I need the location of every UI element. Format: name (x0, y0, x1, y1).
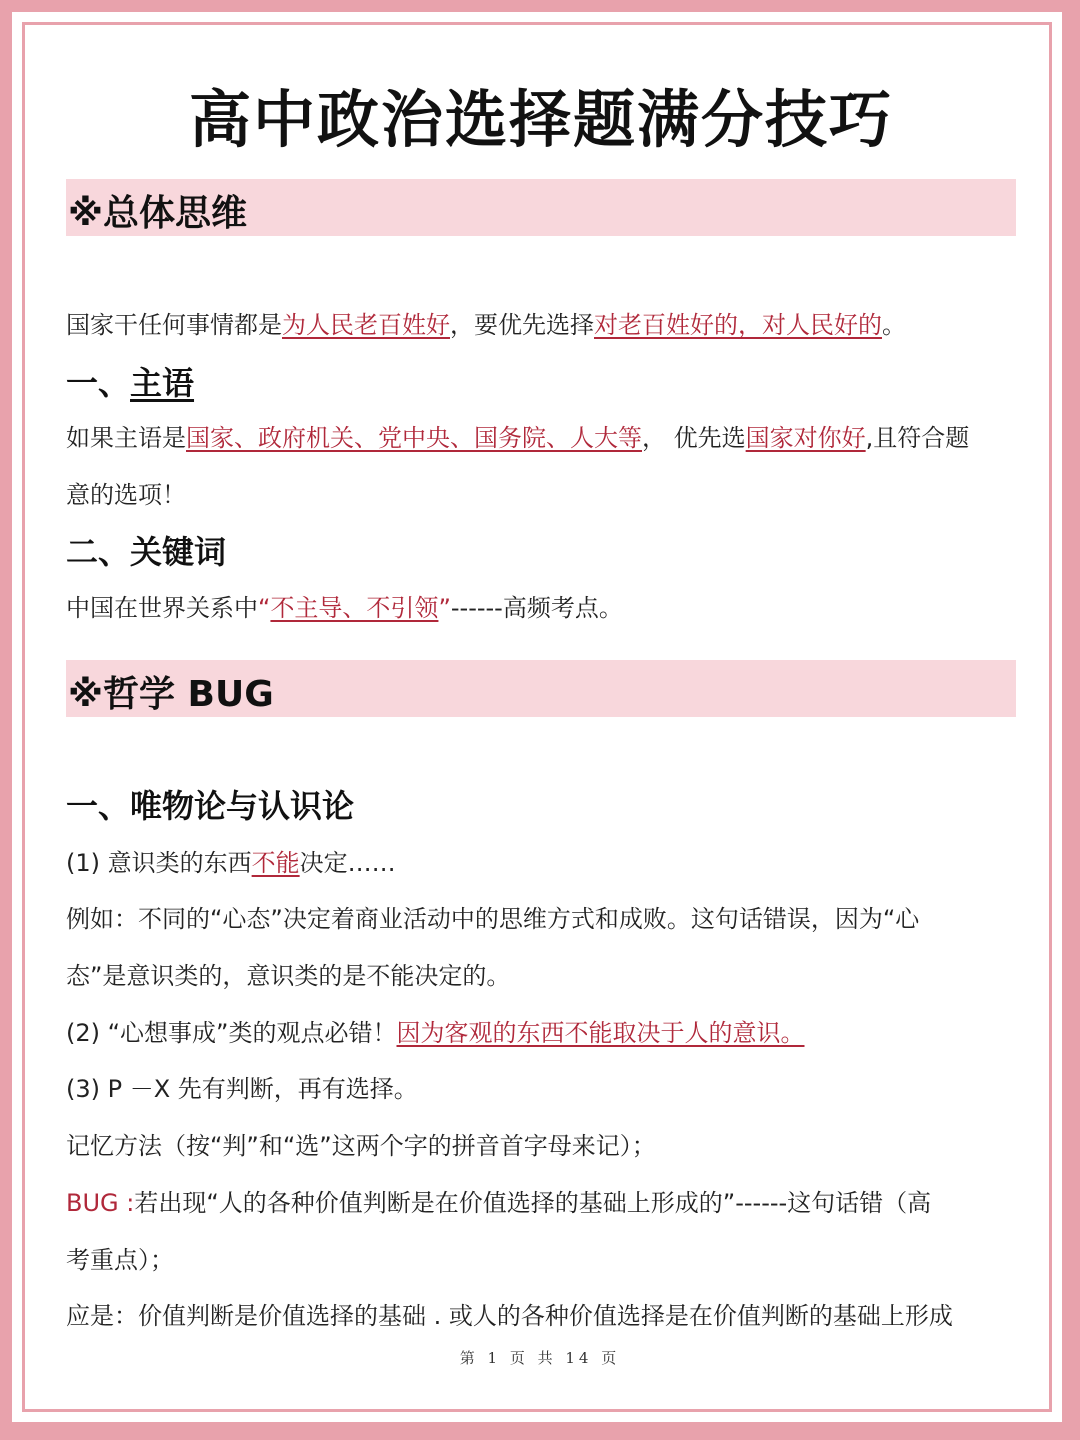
bug-line: BUG :若出现“人的各种价值判断是在价值选择的基础上形成的”------这句话错（高 (66, 1189, 932, 1217)
answer-line: 应是：价值判断是价值选择的基础 . 或人的各种价值选择是在价值判断的基础上形成 (66, 1302, 953, 1330)
highlight-text: 国家、政府机关、党中央、国务院、人大等 (186, 424, 642, 452)
highlight-text: 为人民老百姓好 (282, 311, 450, 339)
subheading-keywords: 二、关键词 (66, 533, 227, 571)
rule-item-3: (3) P －X 先有判断，再有选择。 (66, 1075, 418, 1103)
highlight-text: 不主导、不引领 (270, 594, 439, 622)
page-title: 高中政治选择题满分技巧 (188, 83, 893, 156)
section-heading: ※总体思维 (68, 193, 247, 234)
highlight-text: 对老百姓好的，对人民好的 (594, 311, 882, 339)
section-heading: ※哲学 BUG (68, 674, 274, 715)
subheading-materialism: 一、唯物论与认识论 (66, 787, 355, 825)
example-line-continued: 态”是意识类的，意识类的是不能决定的。 (66, 962, 511, 990)
section-header-philosophy-bug (66, 660, 1016, 717)
subject-rule-line: 如果主语是国家、政府机关、党中央、国务院、人大等， 优先选国家对你好,且符合题 (66, 424, 970, 452)
example-line: 例如：不同的“心态”决定着商业活动中的思维方式和成败。这句话错误，因为“心 (66, 905, 920, 933)
keywords-line: 中国在世界关系中“不主导、不引领”------高频考点。 (66, 594, 623, 622)
bug-line-continued: 考重点）； (66, 1246, 174, 1274)
memory-method-line: 记忆方法（按“判”和“选”这两个字的拼音首字母来记）； (66, 1132, 656, 1160)
bug-label: BUG : (66, 1189, 135, 1217)
highlight-text: 因为客观的东西不能取决于人的意识。 (396, 1019, 805, 1047)
highlight-text: 国家对你好 (745, 424, 866, 452)
rule-item-1: (1) 意识类的东西不能决定…… (66, 849, 396, 877)
subject-rule-line-continued: 意的选项！ (66, 481, 186, 509)
highlight-text: 不能 (251, 849, 300, 877)
intro-paragraph: 国家干任何事情都是为人民老百姓好，要优先选择对老百姓好的，对人民好的。 (66, 311, 906, 339)
subheading-subject: 一、主语 (66, 364, 195, 402)
rule-item-2: (2) “心想事成”类的观点必错！因为客观的东西不能取决于人的意识。 (66, 1019, 805, 1047)
section-header-overall-thinking (66, 179, 1016, 236)
page-number: 第 1 页 共 14 页 (459, 1349, 621, 1367)
